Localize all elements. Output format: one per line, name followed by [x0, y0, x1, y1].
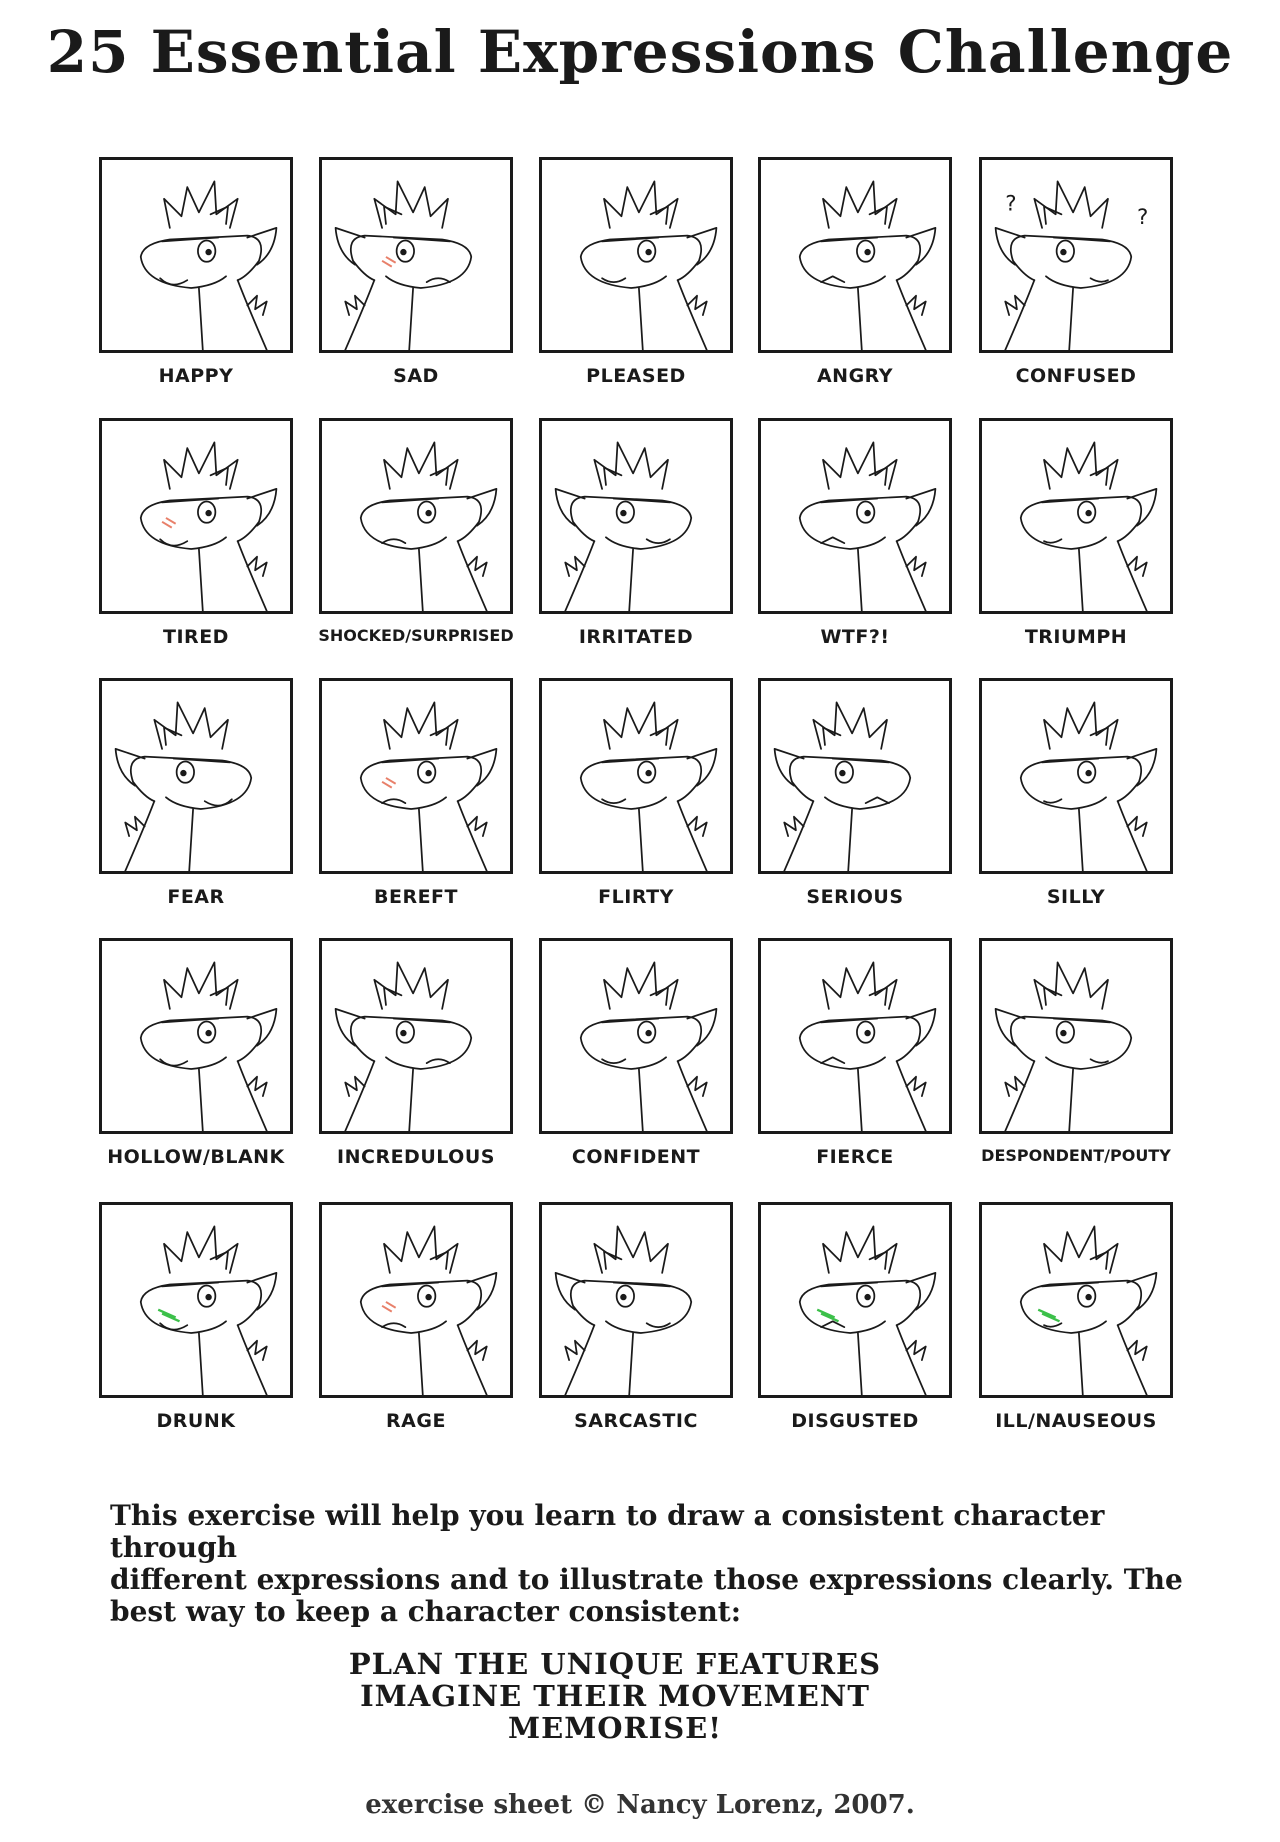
character-sketch-frame — [319, 678, 513, 874]
character-sketch-frame — [979, 678, 1173, 874]
character-sketch — [322, 421, 510, 611]
character-sketch — [322, 681, 510, 871]
character-sketch — [322, 941, 510, 1131]
character-sketch — [542, 941, 730, 1131]
expression-label: HOLLOW/BLANK — [107, 1146, 285, 1168]
character-sketch-frame — [758, 938, 952, 1134]
character-sketch-frame — [758, 678, 952, 874]
expression-label: ILL/NAUSEOUS — [995, 1410, 1157, 1432]
character-sketch-frame — [99, 418, 293, 614]
character-sketch-frame — [758, 418, 952, 614]
expression-label: SAD — [393, 365, 439, 387]
character-sketch-frame — [758, 1202, 952, 1398]
expression-label: CONFUSED — [1015, 365, 1137, 387]
character-sketch — [761, 681, 949, 871]
description-line: This exercise will help you learn to draw a consistent character through — [110, 1499, 1105, 1564]
character-sketch — [542, 681, 730, 871]
character-sketch-frame — [539, 157, 733, 353]
character-sketch — [761, 941, 949, 1131]
character-sketch-frame — [539, 938, 733, 1134]
character-sketch — [102, 681, 290, 871]
expression-label: DISGUSTED — [791, 1410, 919, 1432]
expression-label: RAGE — [386, 1410, 446, 1432]
character-sketch — [982, 941, 1170, 1131]
expression-label: IRRITATED — [578, 626, 694, 648]
character-sketch-frame — [99, 678, 293, 874]
character-sketch — [542, 1205, 730, 1395]
expression-label: FIERCE — [816, 1146, 894, 1168]
character-sketch — [761, 160, 949, 350]
character-sketch — [102, 941, 290, 1131]
character-sketch-frame — [539, 418, 733, 614]
character-sketch — [982, 1205, 1170, 1395]
character-sketch — [542, 160, 730, 350]
expression-label: WTF?! — [820, 626, 890, 648]
expression-label: SHOCKED/SURPRISED — [318, 626, 514, 645]
motto-line: PLAN THE UNIQUE FEATURES — [348, 1647, 882, 1681]
expression-label: ANGRY — [816, 365, 894, 387]
expression-label: CONFIDENT — [571, 1146, 701, 1168]
svg-text:?: ? — [1005, 191, 1017, 217]
motto-line: IMAGINE THEIR MOVEMENT — [360, 1679, 870, 1713]
exercise-description — [110, 1500, 1210, 1628]
character-sketch — [982, 421, 1170, 611]
expression-label: TRIUMPH — [1024, 626, 1128, 648]
expression-label: SILLY — [1046, 886, 1106, 908]
character-sketch-frame — [99, 938, 293, 1134]
character-sketch — [982, 681, 1170, 871]
character-sketch-frame — [319, 418, 513, 614]
character-sketch-frame — [979, 938, 1173, 1134]
description-line: best way to keep a character consistent: — [110, 1595, 742, 1628]
expression-label: TIRED — [163, 626, 229, 648]
svg-text:?: ? — [1137, 204, 1149, 230]
character-sketch-frame — [539, 678, 733, 874]
expression-label: SARCASTIC — [574, 1410, 698, 1432]
expression-label: SERIOUS — [806, 886, 904, 908]
page-title: 25 Essential Expressions Challenge — [46, 18, 1234, 86]
character-sketch-frame — [99, 1202, 293, 1398]
character-sketch-frame — [319, 1202, 513, 1398]
character-sketch — [982, 160, 1170, 350]
character-sketch — [322, 160, 510, 350]
character-sketch — [322, 1205, 510, 1395]
copyright-credit: exercise sheet © Nancy Lorenz, 2007. — [365, 1790, 915, 1820]
character-sketch — [102, 160, 290, 350]
expression-label: DRUNK — [156, 1410, 236, 1432]
character-sketch-frame — [758, 157, 952, 353]
character-sketch — [761, 421, 949, 611]
expression-label: DESPONDENT/POUTY — [981, 1146, 1171, 1165]
character-sketch — [102, 1205, 290, 1395]
expression-label: BEREFT — [373, 886, 458, 908]
motto-line: MEMORISE! — [507, 1711, 722, 1745]
expression-label: FEAR — [167, 886, 225, 908]
description-line: different expressions and to illustrate those expressions clearly. The — [110, 1563, 1183, 1596]
character-sketch-frame — [979, 157, 1173, 353]
expression-label: HAPPY — [158, 365, 234, 387]
expression-label: FLIRTY — [598, 886, 674, 908]
character-sketch-frame — [979, 1202, 1173, 1398]
character-sketch-frame — [319, 157, 513, 353]
character-sketch-frame — [979, 418, 1173, 614]
character-sketch — [542, 421, 730, 611]
character-sketch — [761, 1205, 949, 1395]
expression-label: INCREDULOUS — [337, 1146, 495, 1168]
motto — [0, 1648, 1230, 1744]
expression-label: PLEASED — [586, 365, 686, 387]
character-sketch-frame — [539, 1202, 733, 1398]
character-sketch — [102, 421, 290, 611]
character-sketch-frame — [99, 157, 293, 353]
character-sketch-frame — [319, 938, 513, 1134]
